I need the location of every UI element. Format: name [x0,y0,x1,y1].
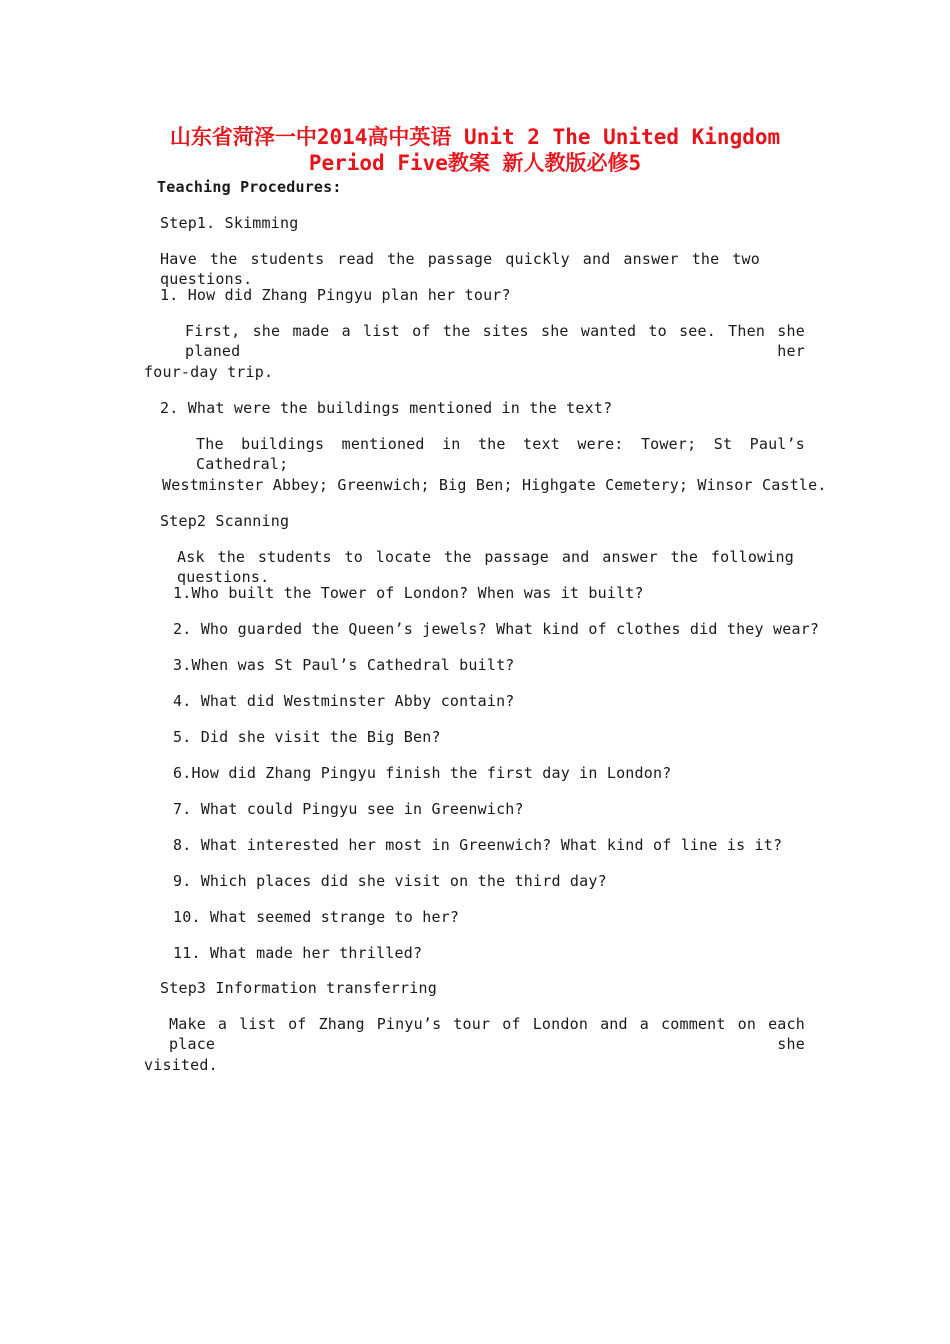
step1-answer-1-line-2: four-day trip. [144,363,274,381]
step1-answer-1-line-1: First, she made a list of the sites she wanted to see. Then she planed her [185,322,805,360]
step1-answer-2-line-1: The buildings mentioned in the text were: Tower; St Paul’s Cathedral; [196,435,805,473]
step2-question: 6.How did Zhang Pingyu finish the first day in London? [173,764,672,782]
step1-answer-2-line-2: Westminster Abbey; Greenwich; Big Ben; Highgate Cemetery; Winsor Castle. [162,476,827,494]
step2-question: 11. What made her thrilled? [173,944,423,962]
step2-question: 1.Who built the Tower of London? When was it built? [173,584,644,602]
step3-instruction-line-2: visited. [144,1056,218,1074]
step2-heading: Step2 Scanning [160,512,290,530]
step1-heading: Step1. Skimming [160,214,299,232]
step2-question: 9. Which places did she visit on the third day? [173,872,607,890]
step3-instruction-line-1: Make a list of Zhang Pinyu’s tour of London and a comment on each place she [169,1015,805,1053]
step1-question-1: 1. How did Zhang Pingyu plan her tour? [160,286,511,304]
step2-question: 4. What did Westminster Abby contain? [173,692,515,710]
step2-question: 3.When was St Paul’s Cathedral built? [173,656,515,674]
step2-question: 8. What interested her most in Greenwich? What kind of line is it? [173,836,783,854]
step3-heading: Step3 Information transferring [160,979,437,997]
document-title-line-1: 山东省菏泽一中2014高中英语 Unit 2 The United Kingdom [169,125,781,149]
step2-question: 2. Who guarded the Queen’s jewels? What kind of clothes did they wear? [173,620,820,638]
document-title-line-2: Period Five教案 新人教版必修5 [308,151,642,175]
section-heading: Teaching Procedures: [157,178,342,196]
step1-instruction: Have the students read the passage quickly and answer the two questions. [160,250,760,288]
step1-question-2: 2. What were the buildings mentioned in the text? [160,399,613,417]
step2-question: 10. What seemed strange to her? [173,908,460,926]
step2-question: 7. What could Pingyu see in Greenwich? [173,800,524,818]
step2-question: 5. Did she visit the Big Ben? [173,728,441,746]
step2-instruction: Ask the students to locate the passage and answer the following questions. [177,548,794,586]
